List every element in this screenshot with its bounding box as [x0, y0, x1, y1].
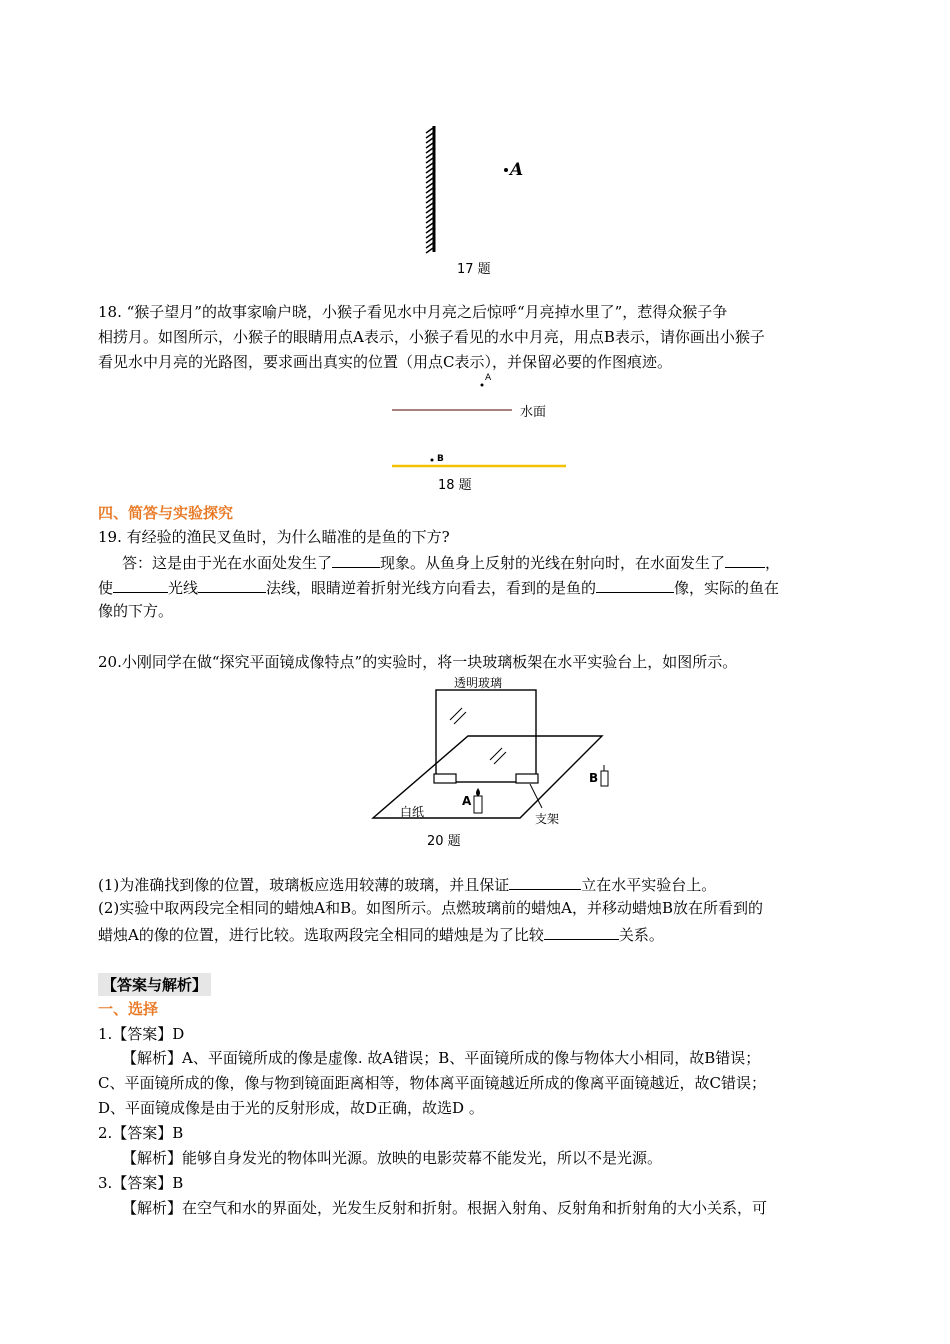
mirror-hatch	[426, 173, 433, 178]
blank[interactable]	[596, 576, 674, 593]
point-a-label: A	[485, 373, 492, 383]
mirror-hatch	[426, 238, 433, 243]
answer-3: 3.【答案】B	[98, 1174, 184, 1192]
q18-line2: 相捞月。如图所示，小猴子的眼睛用点A表示，小猴子看见的水中月亮，用点B表示，请你画出小猴子	[98, 328, 765, 346]
blank[interactable]	[509, 873, 581, 890]
q19-answer-line3: 像的下方。	[98, 602, 174, 620]
mirror-hatch	[426, 158, 433, 163]
blank[interactable]	[725, 551, 765, 568]
figure-17	[420, 120, 540, 280]
mirror-hatch	[426, 153, 433, 158]
mirror-hatch	[426, 243, 433, 248]
blank[interactable]	[198, 576, 266, 593]
blank[interactable]	[332, 551, 380, 568]
mirror-hatch	[426, 248, 433, 253]
figure-18-caption: 18 题	[438, 478, 472, 493]
q19-answer-line1: 答：这是由于光在水面处发生了 现象。从鱼身上反射的光线在射向时，在水面发生了 ，	[122, 551, 780, 573]
candle-a-label: A	[462, 794, 472, 808]
mirror-hatch	[426, 128, 433, 133]
mirror-hatch	[426, 198, 433, 203]
q20-question: 20.小刚同学在做“探究平面镜成像特点”的实验时，将一块玻璃板架在水平实验台上，如图所示。	[98, 653, 738, 671]
water-surface-label: 水面	[520, 405, 547, 420]
q19-answer-line2: 使 光线 法线，眼睛逆着折射光线方向看去，看到的是鱼的 像，实际的鱼在	[98, 576, 779, 598]
mirror-hatch	[426, 203, 433, 208]
mirror-hatch	[426, 188, 433, 193]
mirror-diagram	[420, 120, 540, 255]
answers-header: 【答案与解析】	[98, 973, 211, 996]
answer-3-explanation: 【解析】在空气和水的界面处，光发生反射和折射。根据入射角、反射角和折射角的大小关系，可	[122, 1199, 768, 1217]
q20-sub2-line1: (2)实验中取两段完全相同的蜡烛A和B。如图所示。点燃玻璃前的蜡烛A，并移动蜡烛B放在所看到的	[98, 899, 763, 917]
figure-20	[370, 668, 620, 850]
mirror-hatch	[426, 163, 433, 168]
section-title: 四、简答与实验探究	[98, 504, 234, 522]
candle-b-label: B	[589, 771, 599, 785]
stand-label: 支架	[535, 812, 560, 826]
mirror-hatch	[426, 228, 433, 233]
mirror-hatch	[426, 133, 433, 138]
mirror-hatch	[426, 208, 433, 213]
answer-1-explanation: 【解析】A、平面镜所成的像是虚像. 故A错误；B、平面镜所成的像与物体大小相同，故B错误；	[122, 1049, 761, 1067]
mirror-hatch	[426, 168, 433, 173]
answer-2: 2.【答案】B	[98, 1124, 184, 1142]
q20-sub1: (1)为准确找到像的位置，玻璃板应选用较薄的玻璃，并且保证 立在水平实验台上。	[98, 873, 716, 895]
mirror-hatch	[426, 183, 433, 188]
answers-section-title: 一、选择	[98, 1000, 159, 1018]
point-a-label: A	[510, 160, 524, 180]
q18-line3: 看见水中月亮的光路图，要求画出真实的位置（用点C表示），并保留必要的作图痕迹。	[98, 353, 672, 371]
mirror-hatch	[426, 218, 433, 223]
answer-2-explanation: 【解析】能够自身发光的物体叫光源。放映的电影荧幕不能发光，所以不是光源。	[122, 1149, 663, 1167]
q19-question: 19. 有经验的渔民叉鱼时，为什么瞄准的是鱼的下方?	[98, 528, 450, 546]
water-diagram	[390, 372, 590, 472]
mirror-hatch	[426, 213, 433, 218]
mirror-hatch	[426, 233, 433, 238]
answer-1-explanation-cont: C、平面镜所成的像，像与物到镜面距离相等，物体离平面镜越近所成的像离平面镜越近，故C错误；	[98, 1074, 766, 1092]
mirror-hatch	[426, 148, 433, 153]
mirror-hatch	[426, 143, 433, 148]
figure-18	[390, 372, 590, 494]
mirror-hatch	[426, 178, 433, 183]
q20-sub2-line2: 蜡烛A的像的位置，进行比较。选取两段完全相同的蜡烛是为了比较 关系。	[98, 923, 664, 945]
figure-17-caption: 17 题	[457, 262, 491, 277]
figure-20-caption: 20 题	[427, 834, 461, 849]
mirror-hatch	[426, 193, 433, 198]
point-b-label: B	[437, 454, 444, 464]
glass-label: 透明玻璃	[454, 676, 503, 690]
answer-1-explanation-cont: D、平面镜成像是由于光的反射形成，故D正确，故选D 。	[98, 1099, 484, 1117]
q18-line1: 18. “猴子望月”的故事家喻户晓，小猴子看见水中月亮之后惊呼“月亮掉水里了”，惹得众猴子争	[98, 303, 728, 321]
blank[interactable]	[113, 576, 168, 593]
blank[interactable]	[544, 923, 619, 940]
mirror-hatch	[426, 138, 433, 143]
paper-label: 白纸	[400, 805, 425, 819]
answer-1: 1.【答案】D	[98, 1025, 185, 1043]
mirror-hatch	[426, 223, 433, 228]
